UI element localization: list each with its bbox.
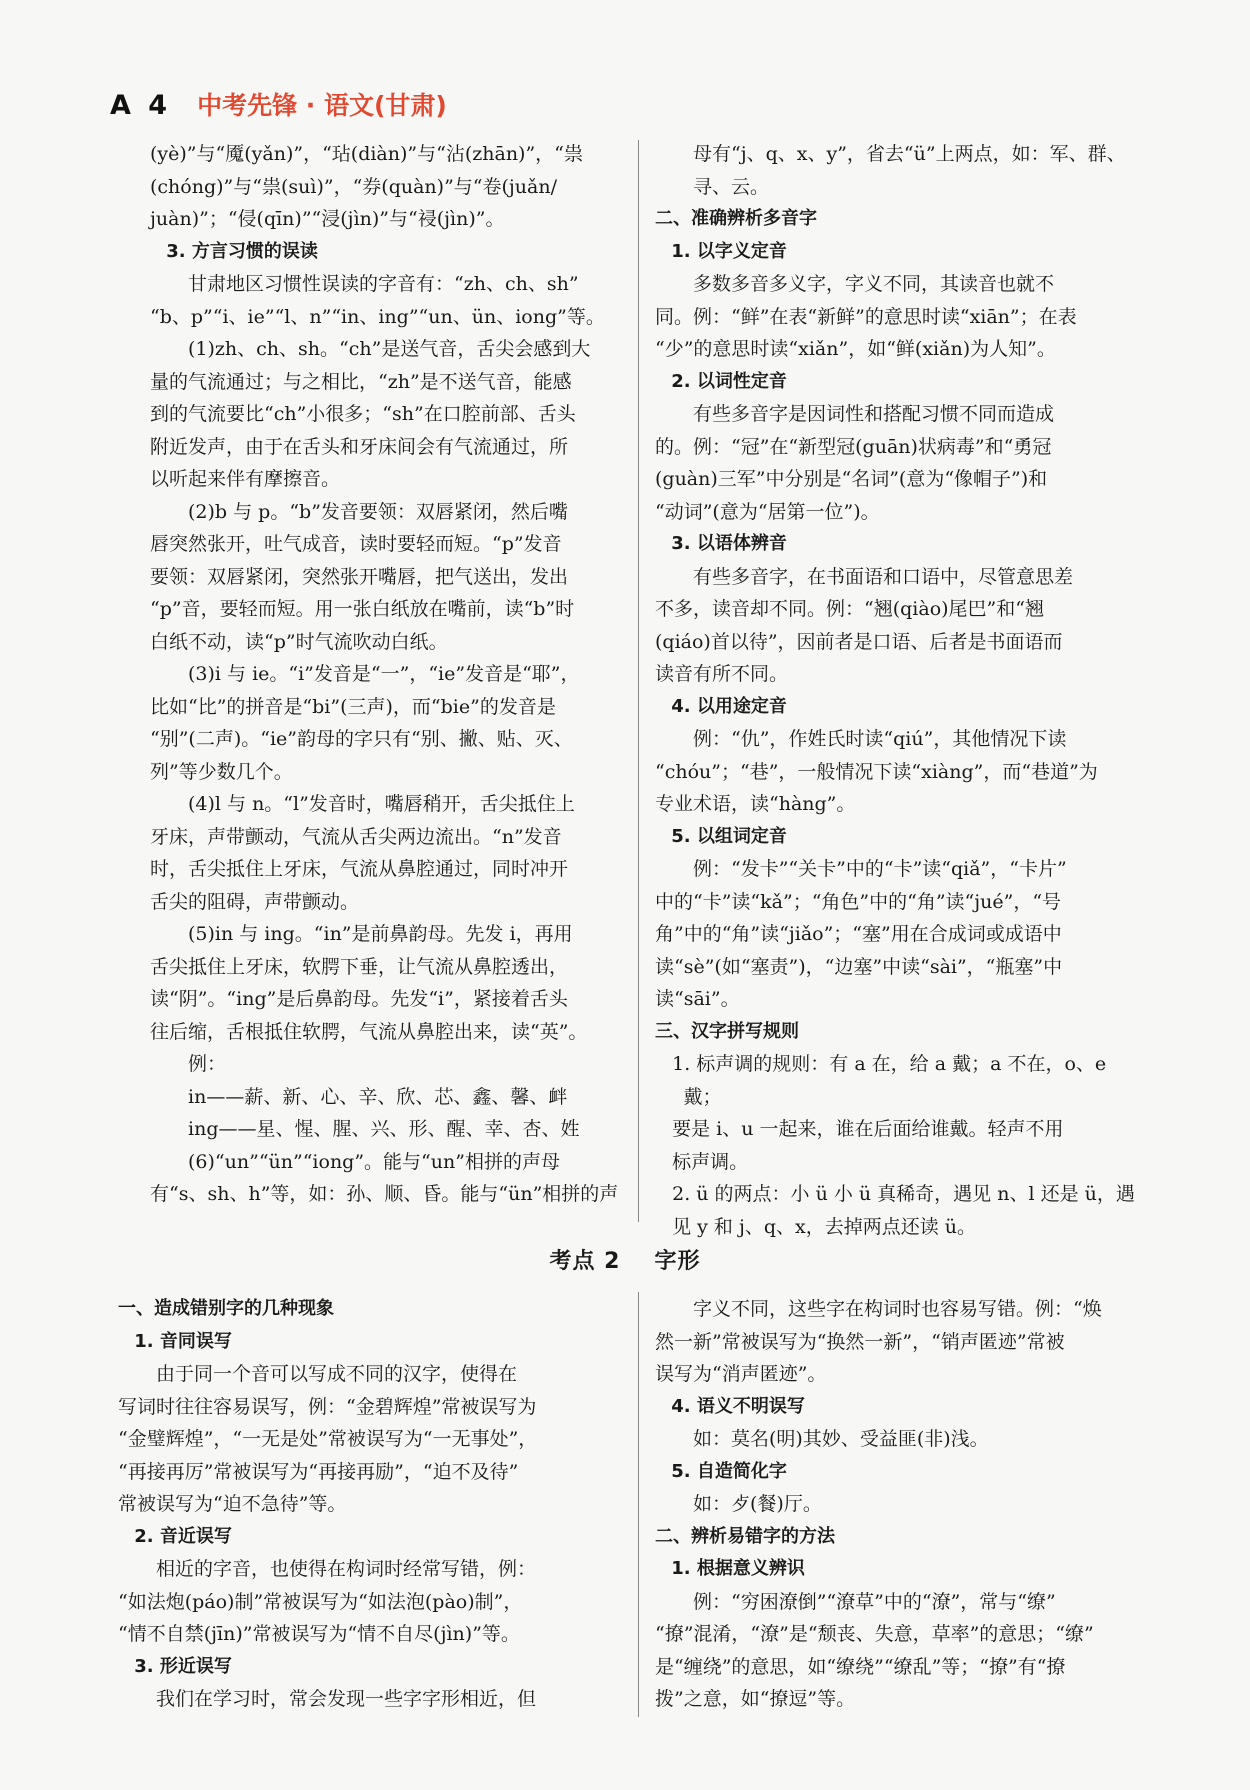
book-title: 中考先锋 · 语文(甘肃) <box>197 91 447 120</box>
text-line: 甘肃地区习惯性误读的字音有：“zh、ch、sh” <box>188 273 579 295</box>
text-line: (guàn)三军”中分别是“名词”(意为“像帽子”)和 <box>655 468 1048 490</box>
text-line: (3)i 与 ie。“i”发音是“一”，“ie”发音是“耶”， <box>188 663 580 685</box>
part2-right-column <box>655 1293 1150 1716</box>
text-line: 往后缩，舌根抵住软腭，气流从鼻腔出来，读“英”。 <box>150 1020 588 1043</box>
text-line: 要领：双唇紧闭，突然张开嘴唇，把气送出，发出 <box>150 565 569 588</box>
section-heading-label: 考点 2 <box>549 1249 621 1274</box>
text-line: 读“sāi”。 <box>655 988 740 1010</box>
subsection-title: 2. 以词性定音 <box>671 370 787 392</box>
text-line: 拨”之意，如“撩逗”等。 <box>655 1688 856 1710</box>
text-line: 不多，读音却不同。例：“翘(qiào)尾巴”和“翘 <box>655 598 1044 620</box>
section-title: 一、造成错别字的几种现象 <box>118 1298 334 1319</box>
subsection-title: 2. 音近误写 <box>134 1525 232 1547</box>
page-number: A 4 <box>110 90 172 121</box>
text-line: ing——星、惺、腥、兴、形、醒、幸、杏、姓 <box>188 1118 580 1140</box>
text-line: “动词”(意为“居第一位”)。 <box>655 500 880 523</box>
text-line: 误写为“消声匿迹”。 <box>655 1363 827 1385</box>
subsection-title: 1. 根据意义辨识 <box>671 1558 805 1579</box>
text-line: 附近发声，由于在舌头和牙床间会有气流通过，所 <box>150 435 569 458</box>
text-line: 写词时往往容易误写，例：“金碧辉煌”常被误写为 <box>118 1395 537 1418</box>
text-line: 然一新”常被误写为“换然一新”，“销声匿迹”常被 <box>655 1330 1065 1353</box>
text-line: “少”的意思时读“xiǎn”，如“鲜(xiǎn)为人知”。 <box>655 338 1056 360</box>
text-line: 母有“j、q、x、y”，省去“ü”上两点，如：军、群、 <box>693 143 1126 165</box>
text-line: 到的气流要比“ch”小很多；“sh”在口腔前部、舌头 <box>150 403 576 425</box>
text-line: 有“s、sh、h”等，如：孙、顺、昏。能与“ün”相拼的声 <box>150 1183 619 1205</box>
text-line: (5)in 与 ing。“in”是前鼻韵母。先发 i，再用 <box>188 923 573 945</box>
text-line: 例： <box>188 1053 227 1075</box>
text-line: (2)b 与 p。“b”发音要领：双唇紧闭，然后嘴 <box>188 500 568 523</box>
text-line: 2. ü 的两点：小 ü 小 ü 真稀奇，遇见 n、l 还是 ü，遇 <box>672 1183 1135 1205</box>
text-line: 同。例：“鲜”在表“新鲜”的意思时读“xiān”；在表 <box>655 305 1077 328</box>
text-line: 的。例：“冠”在“新型冠(guān)状病毒”和“勇冠 <box>655 435 1052 458</box>
section-title: 二、准确辨析多音字 <box>655 208 817 229</box>
column-divider <box>638 1292 639 1717</box>
text-line: 例：“穷困潦倒”“潦草”中的“潦”，常与“缭” <box>693 1590 1056 1613</box>
subsection-title: 1. 以字义定音 <box>671 240 787 262</box>
text-line: 见 y 和 j、q、x，去掉两点还读 ü。 <box>672 1215 976 1238</box>
subsection-title: 3. 形近误写 <box>134 1655 232 1677</box>
subsection-title: 1. 音同误写 <box>134 1330 232 1352</box>
text-line: “p”音，要轻而短。用一张白纸放在嘴前，读“b”时 <box>150 598 575 620</box>
text-line: 例：“仇”，作姓氏时读“qiú”，其他情况下读 <box>693 728 1067 750</box>
text-line: 是“缠绕”的意思，如“缭绕”“缭乱”等；“撩”有“撩 <box>655 1655 1066 1678</box>
text-line: 有些多音字，在书面语和口语中，尽管意思差 <box>693 565 1074 588</box>
text-line: “chóu”；“巷”，一般情况下读“xiàng”，而“巷道”为 <box>655 760 1098 783</box>
text-line: 列”等少数几个。 <box>150 760 293 783</box>
text-line: “金璧辉煌”，“一无是处”常被误写为“一无事处”， <box>118 1428 538 1450</box>
text-line: in——薪、新、心、辛、欣、芯、鑫、馨、衅 <box>188 1085 568 1108</box>
subsection-title: 4. 以用途定音 <box>671 695 787 717</box>
part2-left-column <box>118 1293 628 1716</box>
text-line: 标声调。 <box>672 1150 749 1173</box>
section-heading-title: 字形 <box>654 1249 701 1274</box>
text-line: 唇突然张开，吐气成音，读时要轻而短。“p”发音 <box>150 533 562 555</box>
text-line: 如：莫名(明)其妙、受益匪(非)浅。 <box>693 1428 989 1450</box>
section-heading <box>0 1244 1250 1275</box>
page-header <box>110 86 447 126</box>
text-line: 牙床，声带颤动，气流从舌尖两边流出。“n”发音 <box>150 825 562 848</box>
text-line: 白纸不动，读“p”时气流吹动白纸。 <box>150 630 448 653</box>
section-title: 三、汉字拼写规则 <box>655 1020 799 1042</box>
text-line: 读“sè”(如“塞责”)，“边塞”中读“sài”，“瓶塞”中 <box>655 955 1063 978</box>
text-line: 专业术语，读“hàng”。 <box>655 793 856 815</box>
text-line: (4)l 与 n。“l”发音时，嘴唇稍开，舌尖抵住上 <box>188 793 575 815</box>
text-line: 角”中的“角”读“jiǎo”；“塞”用在合成词或成语中 <box>655 923 1062 945</box>
text-line: “b、p”“i、ie”“l、n”“in、ing”“un、ün、iong”等。 <box>150 305 605 328</box>
subsection-title: 4. 语义不明误写 <box>671 1395 805 1417</box>
subsection-title: 3. 以语体辨音 <box>671 533 787 554</box>
text-line: “再接再厉”常被误写为“再接再励”，“迫不及待” <box>118 1460 519 1483</box>
text-line: “撩”混淆，“潦”是“颓丧、失意，草率”的意思；“缭” <box>655 1623 1094 1645</box>
text-line: juàn)”；“侵(qīn)”“浸(jìn)”与“祲(jìn)”。 <box>150 208 505 230</box>
text-line: “如法炮(páo)制”常被误写为“如法泡(pào)制”， <box>118 1590 523 1613</box>
text-line: 时，舌尖抵住上牙床，气流从鼻腔通过，同时冲开 <box>150 858 569 880</box>
subsection-title: 3. 方言习惯的误读 <box>166 240 318 262</box>
text-line: 有些多音字是因词性和搭配习惯不同而造成 <box>693 403 1055 425</box>
part1-right-column <box>655 138 1150 1243</box>
text-line: “情不自禁(jīn)”常被误写为“情不自尽(jìn)”等。 <box>118 1623 520 1645</box>
text-line: 量的气流通过；与之相比，“zh”是不送气音，能感 <box>150 370 572 393</box>
text-line: 如：歺(餐)厅。 <box>693 1493 822 1515</box>
subsection-title: 5. 自造简化字 <box>671 1460 787 1482</box>
text-line: 常被误写为“迫不急待”等。 <box>118 1493 347 1515</box>
text-line: 相近的字音，也使得在构词时经常写错，例： <box>156 1558 537 1580</box>
part1-left-column <box>150 138 625 1211</box>
column-divider <box>638 140 639 1222</box>
text-line: (chóng)”与“祟(suì)”，“券(quàn)”与“卷(juǎn/ <box>150 175 558 198</box>
text-line: 例：“发卡”“关卡”中的“卡”读“qiǎ”，“卡片” <box>693 858 1067 880</box>
text-line: 由于同一个音可以写成不同的汉字，使得在 <box>156 1363 518 1385</box>
text-line: 中的“卡”读“kǎ”；“角色”中的“角”读“jué”，“号 <box>655 890 1062 913</box>
text-line: 读“阴”。“ing”是后鼻韵母。先发“i”，紧接着舌头 <box>150 988 568 1010</box>
text-line: 舌尖抵住上牙床，软腭下垂，让气流从鼻腔透出， <box>150 955 569 978</box>
section-title: 二、辨析易错字的方法 <box>655 1525 835 1547</box>
text-line: 要是 i、u 一起来，谁在后面给谁戴。轻声不用 <box>672 1118 1064 1140</box>
text-line: 以听起来伴有摩擦音。 <box>150 468 341 490</box>
text-line: 1. 标声调的规则：有 a 在，给 a 戴；a 不在，o、e 戴； <box>672 1053 1107 1108</box>
text-line: 舌尖的阻碍，声带颤动。 <box>150 890 360 913</box>
subsection-title: 5. 以组词定音 <box>671 825 787 847</box>
text-line: 寻、云。 <box>693 175 770 198</box>
text-line: 字义不同，这些字在构词时也容易写错。例：“焕 <box>693 1298 1102 1320</box>
text-line: 比如“比”的拼音是“bi”(三声)，而“bie”的发音是 <box>150 695 556 718</box>
text-line: (qiáo)首以待”，因前者是口语、后者是书面语而 <box>655 630 1063 653</box>
text-line: (yè)”与“魇(yǎn)”，“玷(diàn)”与“沾(zhān)”，“祟 <box>150 143 583 165</box>
text-line: “别”(二声)。“ie”韵母的字只有“别、撇、贴、灭、 <box>150 728 573 750</box>
text-line: 我们在学习时，常会发现一些字字形相近，但 <box>156 1688 537 1710</box>
text-line: (6)“un”“ün”“iong”。能与“un”相拼的声母 <box>188 1150 560 1173</box>
text-line: 多数多音多义字，字义不同，其读音也就不 <box>693 273 1055 295</box>
text-line: 读音有所不同。 <box>655 663 789 685</box>
text-line: (1)zh、ch、sh。“ch”是送气音，舌尖会感到大 <box>188 338 591 360</box>
